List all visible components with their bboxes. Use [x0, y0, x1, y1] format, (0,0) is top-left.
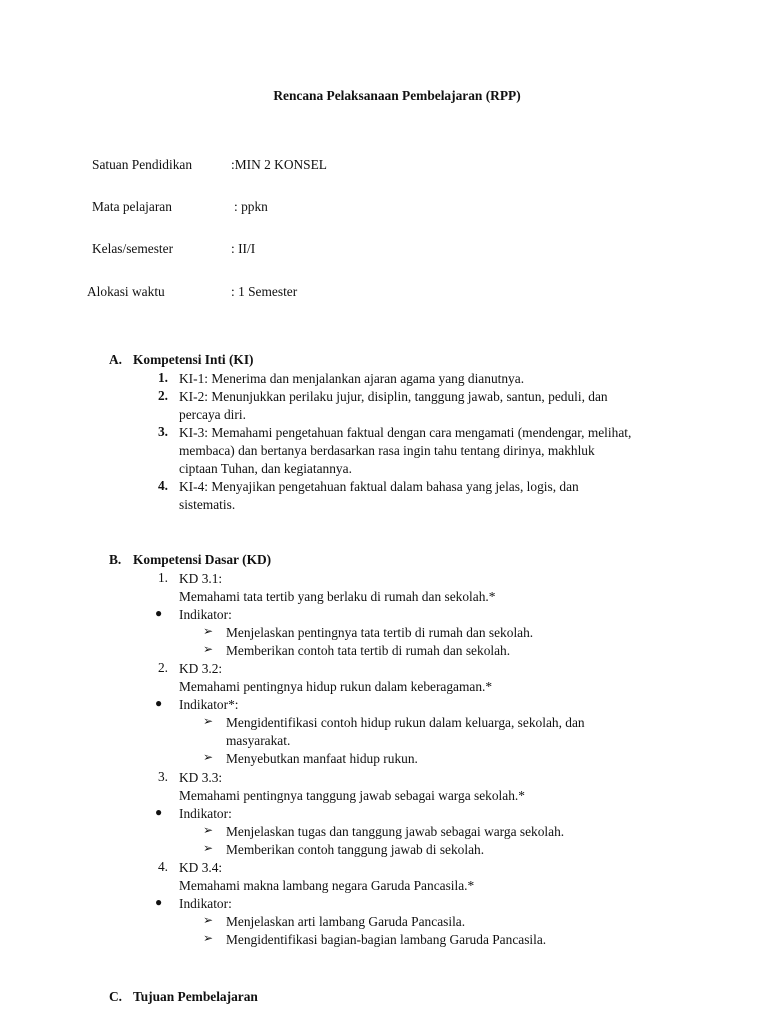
ki-number: 2.	[157, 388, 168, 403]
section-c-marker: C.	[109, 989, 123, 1004]
identity-label-school: Satuan Pendidikan	[92, 157, 193, 172]
ki-text: membaca) dan bertanya berdasarkan rasa ingin tahu tentang dirinya, makhluk	[179, 443, 595, 458]
bullet-icon: ●	[155, 805, 163, 819]
indicator-item: Menyebutkan manfaat hidup rukun.	[226, 751, 418, 766]
section-c-heading: Tujuan Pembelajaran	[133, 989, 258, 1004]
document-title: Rencana Pelaksanaan Pembelajaran (RPP)	[273, 88, 521, 103]
identity-label-time: Alokasi waktu	[87, 284, 165, 299]
section-a-heading: Kompetensi Inti (KI)	[133, 352, 254, 367]
arrow-bullet-icon: ➢	[203, 913, 214, 927]
bullet-icon: ●	[155, 895, 163, 909]
arrow-bullet-icon: ➢	[203, 624, 214, 638]
indicator-item: Menjelaskan pentingnya tata tertib di rumah dan sekolah.	[226, 625, 534, 640]
arrow-bullet-icon: ➢	[203, 823, 214, 837]
arrow-bullet-icon: ➢	[203, 750, 214, 764]
indicator-item: Memberikan contoh tata tertib di rumah dan sekolah.	[226, 643, 511, 658]
indicator-item: Memberikan contoh tanggung jawab di sekolah.	[226, 842, 485, 857]
identity-value-time: : 1 Semester	[231, 284, 298, 299]
kd-description: Memahami makna lambang negara Garuda Pancasila.*	[179, 878, 475, 893]
ki-text: KI-3: Memahami pengetahuan faktual dengan cara mengamati (mendengar, melihat,	[179, 425, 632, 440]
arrow-bullet-icon: ➢	[203, 714, 214, 728]
indicator-label: Indikator:	[179, 806, 232, 821]
arrow-bullet-icon: ➢	[203, 931, 214, 945]
ki-text: ciptaan Tuhan, dan kegiatannya.	[179, 461, 352, 476]
kd-code: KD 3.2:	[179, 661, 223, 676]
indicator-item: Mengidentifikasi bagian-bagian lambang Garuda Pancasila.	[226, 932, 547, 947]
ki-number: 4.	[157, 478, 168, 493]
ki-text: percaya diri.	[179, 407, 246, 422]
indicator-label: Indikator:	[179, 896, 232, 911]
indicator-label: Indikator*:	[179, 697, 239, 712]
kd-number: 2.	[157, 660, 168, 675]
arrow-bullet-icon: ➢	[203, 841, 214, 855]
section-b-marker: B.	[109, 552, 122, 567]
identity-value-class: : II/I	[231, 241, 256, 256]
kd-description: Memahami pentingnya tanggung jawab sebagai warga sekolah.*	[179, 788, 525, 803]
ki-number: 1.	[157, 370, 168, 385]
kd-number: 1.	[157, 570, 168, 585]
section-b-heading: Kompetensi Dasar (KD)	[133, 552, 272, 567]
identity-label-subject: Mata pelajaran	[92, 199, 172, 214]
kd-description: Memahami pentingnya hidup rukun dalam keberagaman.*	[179, 679, 493, 694]
ki-text: KI-4: Menyajikan pengetahuan faktual dalam bahasa yang jelas, logis, dan	[179, 479, 579, 494]
kd-code: KD 3.1:	[179, 571, 223, 586]
identity-value-subject: : ppkn	[234, 199, 268, 214]
indicator-label: Indikator:	[179, 607, 232, 622]
identity-label-class: Kelas/semester	[92, 241, 174, 256]
ki-text: KI-1: Menerima dan menjalankan ajaran agama yang dianutnya.	[179, 371, 525, 386]
bullet-icon: ●	[155, 696, 163, 710]
kd-description: Memahami tata tertib yang berlaku di rumah dan sekolah.*	[179, 589, 496, 604]
kd-code: KD 3.3:	[179, 770, 223, 785]
arrow-bullet-icon: ➢	[203, 642, 214, 656]
ki-number: 3.	[157, 424, 168, 439]
section-a-marker: A.	[109, 352, 123, 367]
indicator-item: Menjelaskan arti lambang Garuda Pancasila.	[226, 914, 466, 929]
kd-code: KD 3.4:	[179, 860, 223, 875]
indicator-item: Menjelaskan tugas dan tanggung jawab sebagai warga sekolah.	[226, 824, 565, 839]
ki-text: KI-2: Menunjukkan perilaku jujur, disiplin, tanggung jawab, santun, peduli, dan	[179, 389, 608, 404]
bullet-icon: ●	[155, 606, 163, 620]
ki-text: sistematis.	[179, 497, 236, 512]
identity-value-school: :MIN 2 KONSEL	[231, 157, 327, 172]
kd-number: 4.	[157, 859, 168, 874]
indicator-item: masyarakat.	[226, 733, 291, 748]
kd-number: 3.	[157, 769, 168, 784]
indicator-item: Mengidentifikasi contoh hidup rukun dalam keluarga, sekolah, dan	[226, 715, 585, 730]
